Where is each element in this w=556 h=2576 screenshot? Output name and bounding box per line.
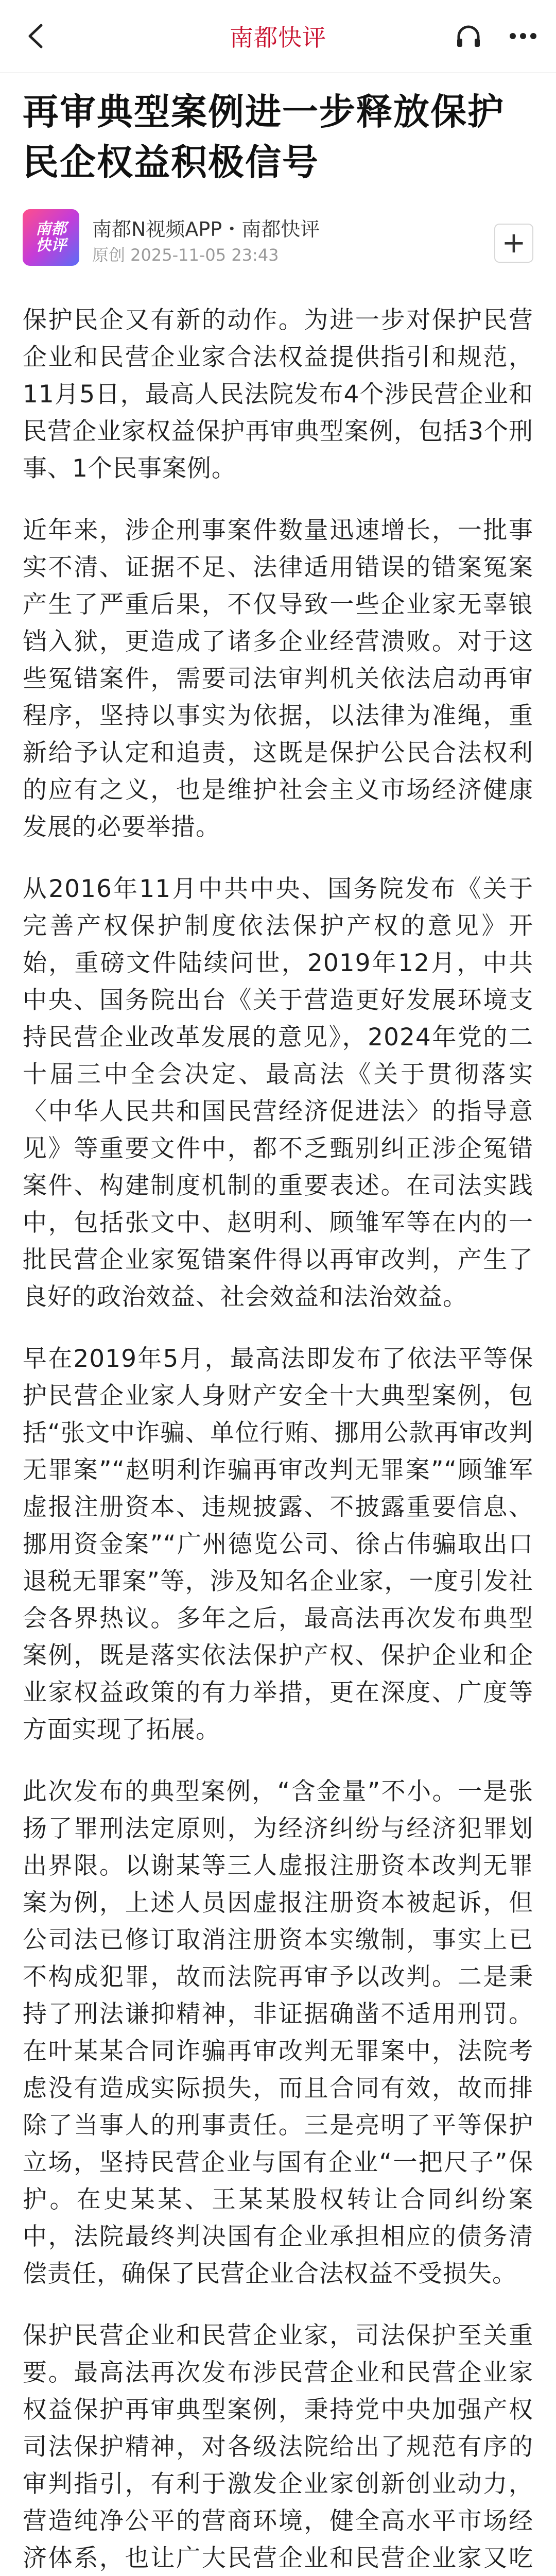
back-button[interactable] <box>21 21 51 52</box>
avatar-text-top: 南都 <box>36 220 66 238</box>
author-avatar[interactable] <box>23 209 79 266</box>
headphones-icon <box>456 24 481 48</box>
paragraph: 近年来，涉企刑事案件数量迅速增长，一批事实不清、证据不足、法律适用错误的错案冤案产生了严重后果，不仅导致一些企业家无辜锒铛入狱，更造成了诸多企业经营溃败。对于这些冤错案件，需要司法审判机关依法启动再审程序，坚持以事实为依据，以法律为准绳，重新给予认定和追责，这既是保护公民合法权利的应有之义，也是维护社会主义市场经济健康发展的必要举措。 <box>23 516 533 841</box>
article-meta: 原创 2025-11-05 23:43 <box>92 245 279 265</box>
paragraph: 保护民营企业和民营企业家，司法保护至关重要。最高法再次发布涉民营企业和民营企业家权益保护再审典型案例，秉持党中央加强产权司法保护精神，对各级法院给出了规范有序的审判指引，有利于激发企业家创新创业动力，营造纯净公平的营商环境，健全高水平市场经济体系，也让广大民营企业和民营企业家又吃 <box>23 2321 533 2572</box>
author-row <box>23 209 533 271</box>
paragraph: 从2016年11月中共中央、国务院发布《关于完善产权保护制度依法保护产权的意见》开始，重磅文件陆续问世，2019年12月，中共中央、国务院出台《关于营造更好发展环境支持民营企业改革发展的意见》，2024年党的二十届三中全会决定、最高法《关于贯彻落实〈中华人民共和国民营经济促进法〉的指导意见》等重要文件中，都不乏甄别纠正涉企冤错案件、构建制度机制的重要表述。在司法实践中，包括张文中、赵明利、顾雏军等在内的一批民营企业家冤错案件得以再审改判，产生了良好的政治效益、社会效益和法治效益。 <box>23 875 533 1311</box>
avatar-text-bottom: 快评 <box>36 236 66 255</box>
follow-button[interactable]: + <box>494 224 533 263</box>
paragraph: 早在2019年5月，最高法即发布了依法平等保护民营企业家人身财产安全十大典型案例，包括“张文中诈骗、单位行贿、挪用公款再审改判无罪案”“赵明利诈骗再审改判无罪案”“顾雏军虚报注册资本、违规披露、不披露重要信息、挪用资金案”“广州德览公司、徐占伟骗取出口退税无罪案”等，涉及知名企业家，一度引发社会各界热议。多年之后，最高法再次发布典型案例，既是落实依法保护产权、保护企业和企业家权益政策的有力举措，更在深度、广度等方面实现了拓展。 <box>23 1345 533 1744</box>
author-name[interactable]: 南都N视频APP・南都快评 <box>92 218 320 241</box>
paragraph: 此次发布的典型案例，“含金量”不小。一是张扬了罪刑法定原则，为经济纠纷与经济犯罪划出界限。以谢某等三人虚报注册资本改判无罪案为例，上述人员因虚报注册资本被起诉，但公司法已修订取消注册资本实缴制，事实上已不构成犯罪，故而法院再审予以改判。二是秉持了刑法谦抑精神，非证据确凿不适用刑罚。在叶某某合同诈骗再审改判无罪案中，法院考虑没有造成实际损失，而且合同有效，故而排除了当事人的刑事责任。三是亮明了平等保护立场，坚持民营企业与国有企业“一把尺子”保护。在史某某、王某某股权转让合同纠纷案中，法院最终判决国有企业承担相应的债务清偿责任，确保了民营企业合法权益不受损失。 <box>23 1777 533 2288</box>
page-title: 南都快评 <box>230 24 326 52</box>
chevron-left-icon <box>26 23 46 49</box>
paragraph: 保护民企又有新的动作。为进一步对保护民营企业和民营企业家合法权益提供指引和规范，11月5日，最高人民法院发布4个涉民营企业和民营企业家权益保护再审典型案例，包括3个刑事、1个民事案例。 <box>23 306 533 483</box>
article-body <box>23 302 533 2576</box>
article-headline: 再审典型案例进一步释放保护民企权益积极信号 <box>23 91 505 183</box>
top-navigation-bar <box>0 0 556 73</box>
listen-button[interactable] <box>454 22 483 50</box>
more-horizontal-icon <box>509 32 537 40</box>
top-right-actions <box>454 22 537 50</box>
more-button[interactable] <box>509 22 537 50</box>
